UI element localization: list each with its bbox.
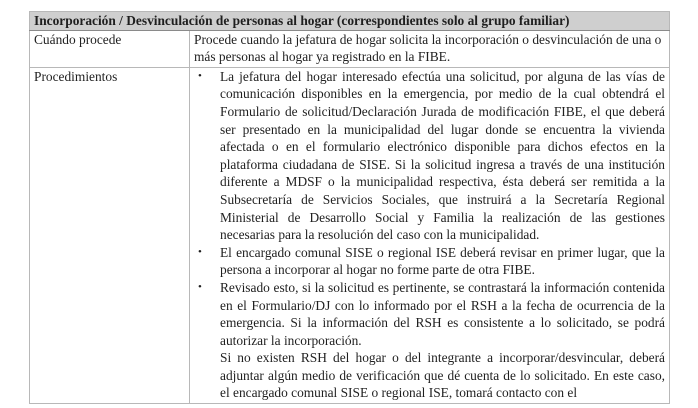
table-row [30, 30, 670, 67]
list-item-text: El encargado comunal SISE o regional ISE deberá revisar en primer lugar, que la persona a incorporar al hogar no forme parte de otra FIBE. [220, 244, 665, 278]
list-item-text: La jefatura del hogar interesado efectúa una solicitud, por alguna de las vías de comunicación disponibles en la emergencia, por medio de la cual obtendrá el Formulario de solicitud/Declaración Jurada de modificación FIBE, el que deberá ser presentado en la municipalidad del lugar donde se encuentra la vivienda afectada o en el formulario electrónico disponible para dichos efectos en la plataforma ciudadana de SISE. Si la solicitud ingresa a través de una institución diferente a MDSF o la municipalidad respectiva, ésta deberá ser remitida a la Subsecretaría de Servicios Sociales, que instruirá a la Secretaría Regional Ministerial de Desarrollo Social y Familia la realización de las gestiones necesarias para la resolución del caso con la municipalidad. [220, 68, 665, 243]
table-header-row [30, 12, 670, 31]
list-item [194, 244, 665, 279]
procedure-list [194, 68, 665, 350]
bullet-icon: • [198, 280, 202, 293]
row-text-cuando-procede: Procede cuando la jefatura de hogar solicita la incorporación o desvinculación de una o más personas al hogar ya registrado en la FIBE. [190, 30, 670, 67]
row-content-procedimientos [190, 67, 670, 403]
list-item [194, 68, 665, 244]
list-item [194, 279, 665, 349]
procedure-table [29, 11, 670, 404]
table-header: Incorporación / Desvinculación de personas al hogar (correspondientes solo al grupo familiar) [30, 12, 670, 31]
row-label-procedimientos: Procedimientos [30, 67, 190, 403]
bullet-icon: • [198, 69, 202, 82]
continuation-paragraph: Si no existen RSH del hogar o del integrante a incorporar/desvincular, deberá adjuntar algún medio de verificación que dé cuenta de lo solicitado. En este caso, el encargado comunal SISE o regional ISE, tomará contacto con el [220, 350, 665, 401]
bullet-icon: • [198, 245, 202, 258]
list-item-text: Revisado esto, si la solicitud es pertinente, se contrastará la información contenida en el Formulario/DJ con lo informado por el RSH a la fecha de ocurrencia de la emergencia. Si la información del RSH es consistente a lo solicitado, se podrá autorizar la incorporación. [220, 279, 665, 348]
table-row [30, 67, 670, 403]
row-label-cuando-procede: Cuándo procede [30, 30, 190, 67]
